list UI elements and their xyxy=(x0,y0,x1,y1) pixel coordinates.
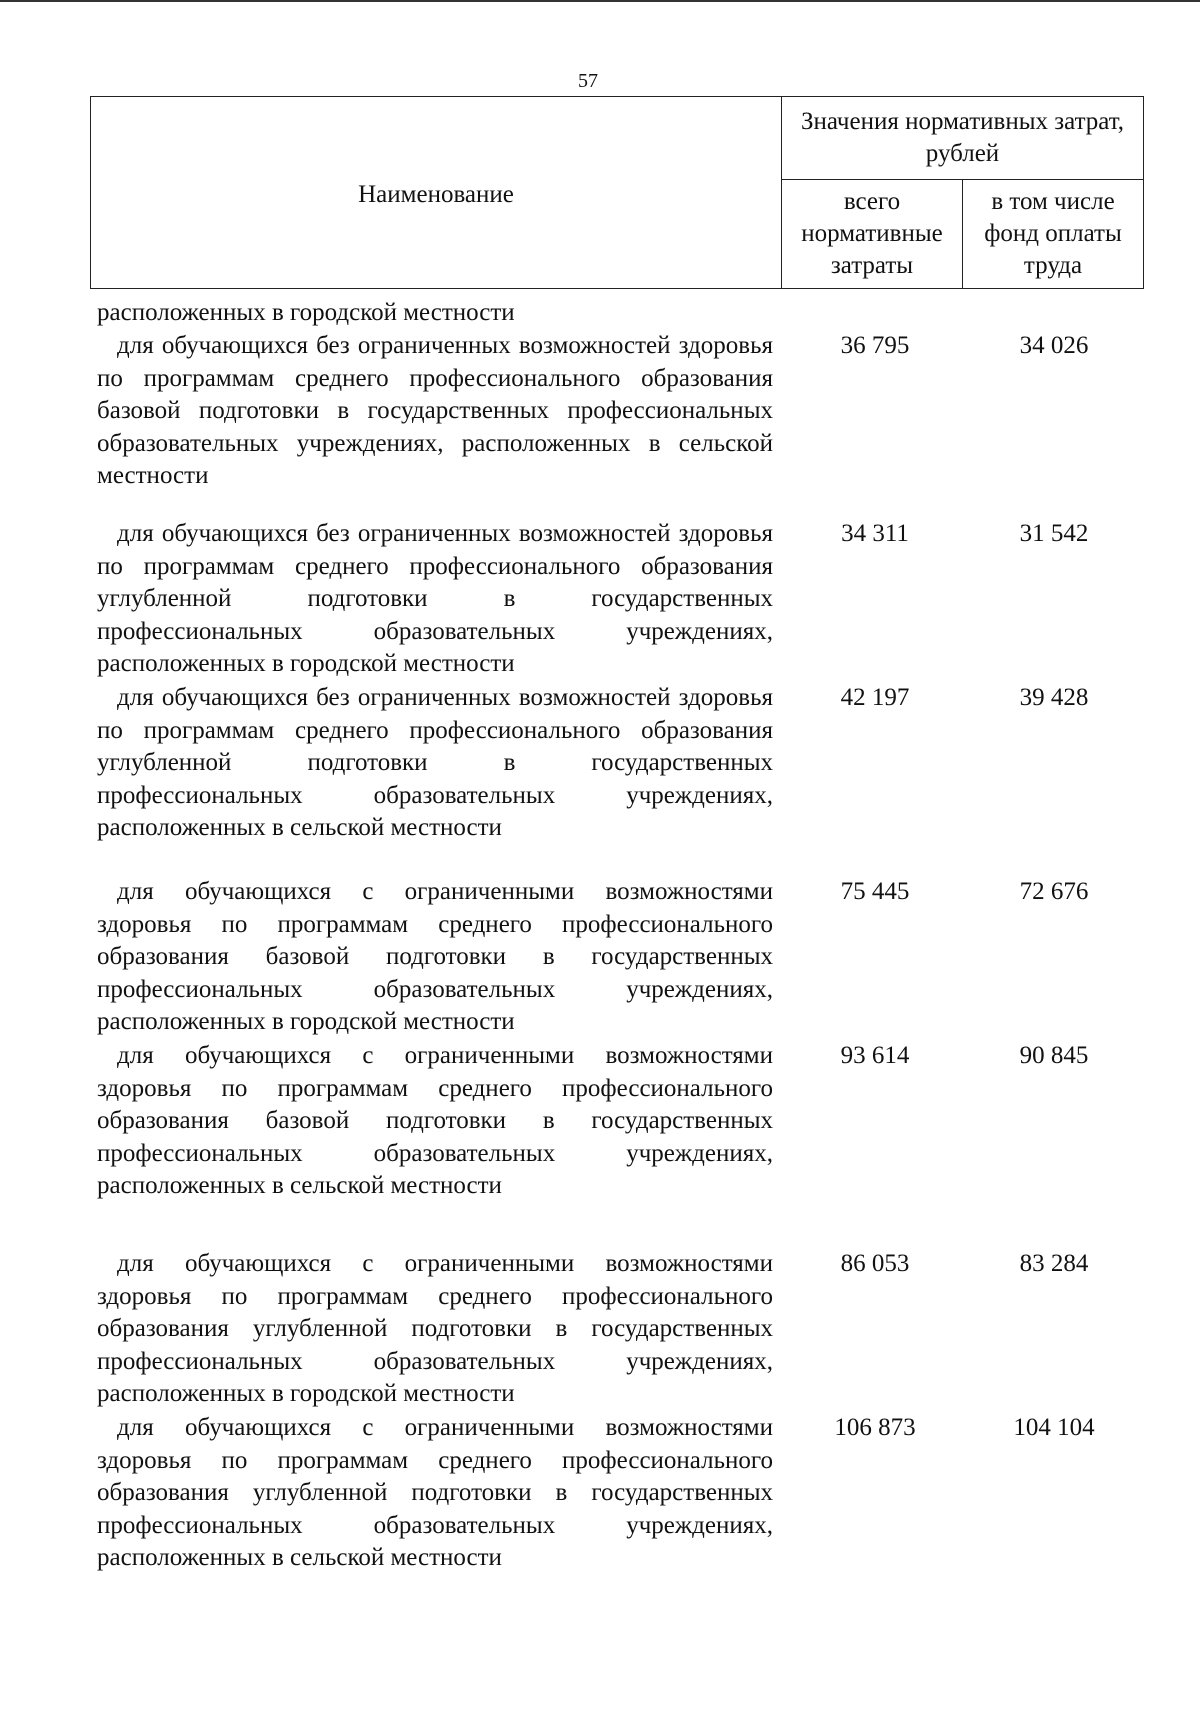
page-number: 57 xyxy=(578,70,598,92)
row-total-value: 106 873 xyxy=(834,1414,916,1441)
row-labour-fund-value: 72 676 xyxy=(1019,878,1089,905)
row-description: для обучающихся без ограниченных возможностей здоровья по программам среднего профессионального образования углубленной подготовки в государственных профессиональных образовательных учреждениях, расположенных в сельской местности xyxy=(97,684,773,842)
row-labour-fund-value: 34 026 xyxy=(1019,332,1089,359)
row-labour-fund-value: 39 428 xyxy=(1019,684,1089,711)
row-total-value: 75 445 xyxy=(840,878,910,905)
header-name-column: Наименование xyxy=(91,97,782,289)
row-description: для обучающихся с ограниченными возможностями здоровья по программам среднего профессионального образования углубленной подготовки в государственных профессиональных образовательных учреждениях, расположенных в сельской местности xyxy=(97,1414,773,1572)
row-labour-fund-value: 90 845 xyxy=(1019,1042,1089,1069)
row-description: для обучающихся с ограниченными возможностями здоровья по программам среднего профессионального образования углубленной подготовки в государственных профессиональных образовательных учреждениях, расположенных в городской местности xyxy=(97,1250,773,1408)
header-values-group: Значения нормативных затрат, рублей xyxy=(782,97,1144,180)
row-total-value: 42 197 xyxy=(840,684,910,711)
row-total-value: 93 614 xyxy=(840,1042,910,1069)
row-total-value: 86 053 xyxy=(840,1250,910,1277)
row-labour-fund-value: 31 542 xyxy=(1019,520,1089,547)
row-total-value: 34 311 xyxy=(841,520,909,547)
page-top-border xyxy=(0,0,1200,2)
row-description: для обучающихся без ограниченных возможностей здоровья по программам среднего профессионального образования базовой подготовки в государственных профессиональных образовательных учреждениях, расположенных в сельской местности xyxy=(97,332,773,490)
row-description: для обучающихся с ограниченными возможностями здоровья по программам среднего профессионального образования базовой подготовки в государственных профессиональных образовательных учреждениях, расположенных в сельской местности xyxy=(97,1042,773,1200)
row-labour-fund-value: 83 284 xyxy=(1019,1250,1089,1277)
row-labour-fund-value: 104 104 xyxy=(1013,1414,1095,1441)
row-description: для обучающихся с ограниченными возможностями здоровья по программам среднего профессионального образования базовой подготовки в государственных профессиональных образовательных учреждениях, расположенных в городской местности xyxy=(97,878,773,1036)
continuation-text: расположенных в городской местности xyxy=(97,299,515,326)
row-total-value: 36 795 xyxy=(840,332,910,359)
row-description: для обучающихся без ограниченных возможностей здоровья по программам среднего профессионального образования углубленной подготовки в государственных профессиональных образовательных учреждениях, расположенных в городской местности xyxy=(97,520,773,678)
header-labour-fund-column: в том числе фонд оплаты труда xyxy=(963,180,1144,289)
table-header xyxy=(90,96,1144,289)
header-total-column: всего нормативные затраты xyxy=(782,180,963,289)
